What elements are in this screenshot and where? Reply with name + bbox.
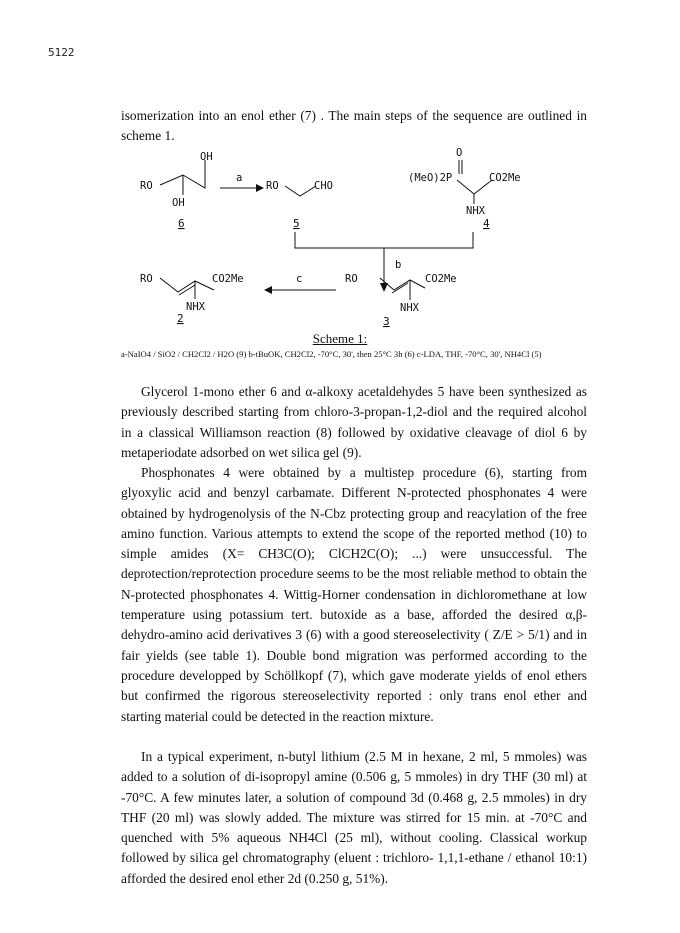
compound-2-label: 2 bbox=[177, 312, 184, 325]
page-number: 5122 bbox=[48, 46, 75, 59]
paragraph-synthesis: Glycerol 1-mono ether 6 and α-alkoxy acetaldehydes 5 have been synthesized as previously described starting from chloro-3-propan-1,2-diol and the required alcohol in a classical Williamson reaction (8) followed by oxidative cleavage of diol 6 by metaperiodate adsorbed on wet silica gel (9). bbox=[121, 384, 587, 460]
compound-3-label: 3 bbox=[383, 315, 390, 328]
s4-o: O bbox=[456, 147, 463, 159]
compound-4-label: 4 bbox=[483, 217, 490, 230]
s2-nhx: NHX bbox=[186, 301, 205, 313]
compound-5-label: 5 bbox=[293, 217, 300, 230]
arrow-c-label: c bbox=[296, 273, 303, 285]
s6-ro: RO bbox=[140, 180, 153, 192]
s5-cho: CHO bbox=[314, 180, 333, 192]
scheme-title: Scheme 1: bbox=[312, 331, 368, 346]
s4-phosphonate: (MeO)2P bbox=[408, 172, 453, 184]
s2-co2me: CO2Me bbox=[212, 273, 244, 285]
s6-top-oh: OH bbox=[200, 151, 213, 163]
paragraph-experiment: In a typical experiment, n-butyl lithium (2.5 M in hexane, 2 ml, 5 mmoles) was added to a solution of di-isopropyl amine (0.506 g, 5 mmoles) in dry THF (30 ml) at -70°C. A few minutes later, a solution of compound 3d (0.468 g, 2.5 mmoles) in dry THF (20 ml) was slowly added. The mixture was stirred for 15 min. at -70°C and quenched with 5% aqueous NH4Cl (25 ml), without cooling. Classical workup followed by silica gel chromatography (eluent : trichloro- 1,1,1-ethane / ethanol 10:1) afforded the desired enol ether 2d (0.250 g, 51%). bbox=[121, 749, 587, 886]
s5-ro: RO bbox=[266, 180, 279, 192]
s4-co2me: CO2Me bbox=[489, 172, 521, 184]
s3-nhx: NHX bbox=[400, 302, 419, 314]
reaction-conditions: a-NaIO4 / SiO2 / CH2Cl2 / H2O (9) b-tBuOK, CH2Cl2, -70°C, 30', then 25°C 3h (6) c-LDA, THF, -70°C, 30', NH4Cl (5) bbox=[121, 349, 542, 359]
s4-nhx: NHX bbox=[466, 205, 485, 217]
s3-ro: RO bbox=[345, 273, 358, 285]
s2-ro: RO bbox=[140, 273, 153, 285]
arrow-a-label: a bbox=[236, 172, 243, 184]
paragraph-phosphonates: Phosphonates 4 were obtained by a multistep procedure (6), starting from glyoxylic acid and benzyl carbamate. Different N-protected phosphonates 4 were obtained by hydrogenolysis of the N-Cbz protecting group and reacylation of the free amino function. Various attempts to extend the scope of the reported method (10) to simple amides (X= CH3C(O); ClCH2C(O); ...) were unsuccessful. The deprotection/reprotection procedure seems to be the most reliable method to obtain the N-protected phosphonates 4. Wittig-Horner condensation in dichloromethane at low temperature using potassium tert. butoxide as a base, afforded the desired α,β-dehydro-amino acid derivatives 3 (6) with a good stereoselectivity ( Z/E > 5/1) and in fair yields (see table 1). Double bond migration was performed according to the procedure developped by Schöllkopf (7), which gave moderate yields of enol ethers but confirmed the rigorous stereoselectivity reported : only trans enol ether and starting material could be detected in the reaction mixture. bbox=[121, 465, 587, 724]
arrow-b-label: b bbox=[395, 259, 402, 271]
s6-bottom-oh: OH bbox=[172, 197, 185, 209]
compound-6-label: 6 bbox=[178, 217, 185, 230]
intro-paragraph: isomerization into an enol ether (7) . The main steps of the sequence are outlined in scheme 1. bbox=[121, 108, 587, 144]
s3-co2me: CO2Me bbox=[425, 273, 457, 285]
